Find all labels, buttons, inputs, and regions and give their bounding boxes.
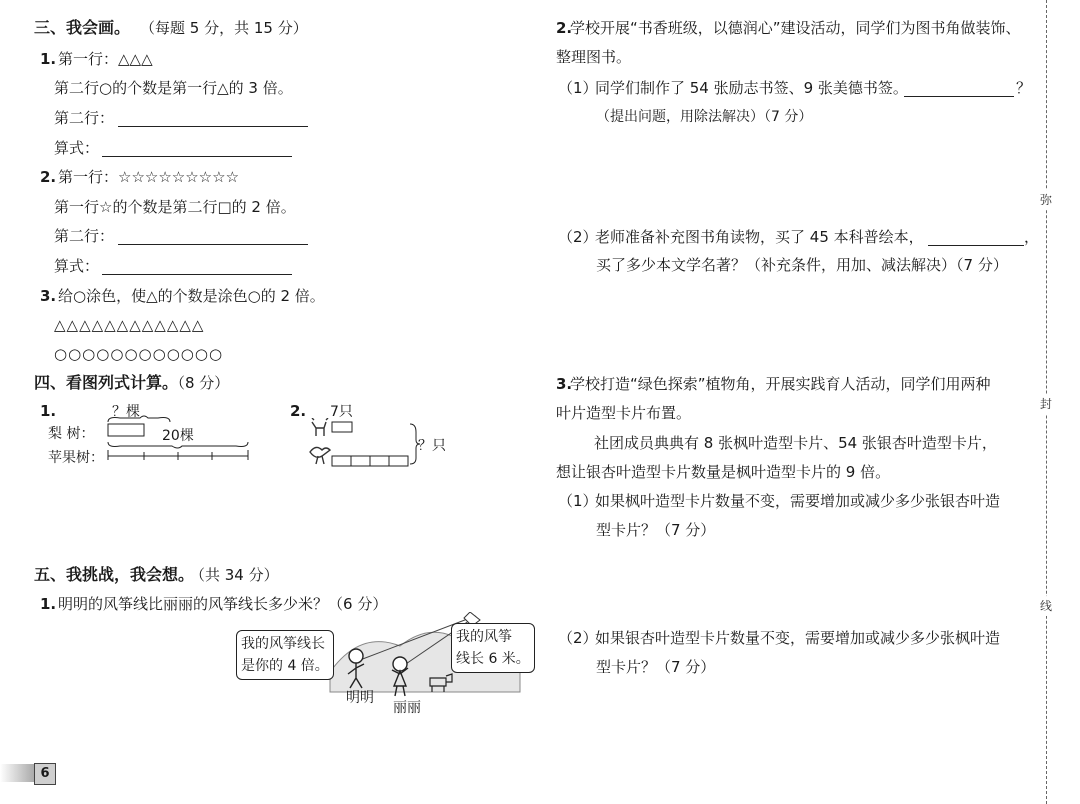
s3-q2-row2-answer-line[interactable] (118, 244, 308, 245)
s3-q1-rule: 第二行○的个数是第一行△的 3 倍。 (54, 79, 293, 97)
s4-q2-top-label: 7只 (330, 404, 353, 420)
s3-q2-row2-label: 第二行： (54, 227, 115, 245)
r-q3-para-2: 想让银杏叶造型卡片数量是枫叶造型卡片的 9 倍。 (556, 463, 891, 481)
r-q3-p1-number: （1） (558, 492, 598, 510)
r-q3-p1-text: 如果枫叶造型卡片数量不变，需要增加或减少多少张银杏叶造 (595, 492, 1001, 510)
s4-q1-number: 1. (40, 402, 57, 420)
s4-q1-row1-label: 梨 树： (48, 426, 95, 442)
r-q3-p2-line2: 型卡片？（7 分） (596, 658, 716, 676)
r-q2-p2-line2: 买了多少本文学名著？（补充条件，用加、减法解决）（7 分） (596, 256, 1008, 274)
speech-bubble-lili (451, 623, 535, 673)
r-q3-intro-2: 叶片造型卡片布置。 (556, 404, 692, 422)
s4-q1-top-label: ？棵 (112, 404, 140, 420)
r-q2-number: 2. (556, 19, 573, 37)
s5-q1-text: 明明的风筝线比丽丽的风筝线长多少米？（6 分） (58, 595, 388, 613)
section5-score: （共 34 分） (190, 566, 279, 584)
bottom-brace (108, 442, 248, 448)
s4-q2-bar-diagram (306, 418, 426, 468)
r-q2-p1-hint: （提出问题，用除法解决）（7 分） (596, 109, 813, 125)
r-q2-p1-end: ？ (1016, 79, 1032, 97)
s3-q2-formula-label: 算式： (54, 257, 100, 275)
page-number-bar (0, 764, 34, 782)
r-q3-para-1: 社团成员典典有 8 张枫叶造型卡片、54 张银杏叶造型卡片， (594, 434, 997, 452)
r-q3-p2-number: （2） (558, 629, 598, 647)
s4-q2-right-label: ？只 (418, 438, 446, 454)
section4-title: 四、看图列式计算。 (34, 373, 179, 392)
s4-q1-mid-label: 20棵 (162, 428, 194, 444)
s3-q2-rule: 第一行☆的个数是第二行□的 2 倍。 (54, 198, 296, 216)
section3-score: （每题 5 分，共 15 分） (140, 19, 308, 37)
r-q3-p1-line2: 型卡片？（7 分） (596, 521, 716, 539)
page-number: 6 (34, 763, 56, 785)
s3-q1-row2-answer-line[interactable] (118, 126, 308, 127)
s3-q1-number: 1. (40, 50, 57, 68)
r-q3-number: 3. (556, 375, 573, 393)
bubble-mingming-line1: 我的风筝线长 (241, 636, 325, 652)
r-q2-p2-end: ， (1024, 228, 1040, 246)
s3-q3-number: 3. (40, 287, 57, 305)
binding-char-1: 弥 (1036, 190, 1056, 210)
section4-score: （8 分） (170, 374, 230, 392)
s3-q3-text: 给○涂色，使△的个数是涂色○的 2 倍。 (58, 287, 325, 305)
r-q3-p2-text: 如果银杏叶造型卡片数量不变，需要增加或减少多少张枫叶造 (595, 629, 1001, 647)
r-q2-p1-number: （1） (558, 79, 598, 97)
name-mingming: 明明 (346, 690, 374, 706)
s3-q3-triangles: △△△△△△△△△△△△ (54, 316, 205, 334)
s3-q2-row1: 第一行：☆☆☆☆☆☆☆☆☆ (58, 168, 240, 186)
section3-title: 三、我会画。 (34, 18, 131, 37)
s3-q1-formula-label: 算式： (54, 139, 100, 157)
name-lili: 丽丽 (393, 700, 421, 716)
r-q2-p2-number: （2） (558, 228, 598, 246)
deer-icon (312, 418, 328, 436)
s4-q2-number: 2. (290, 402, 307, 420)
top-brace (108, 416, 170, 422)
r-q2-p1-text: 同学们制作了 54 张励志书签、9 张美德书签。 (595, 79, 908, 97)
s3-q2-formula-answer-line[interactable] (102, 274, 292, 275)
bird-icon (310, 447, 330, 464)
s3-q3-circles[interactable]: ○○○○○○○○○○○○ (54, 345, 224, 363)
s3-q2-number: 2. (40, 168, 57, 186)
pear-tree-bar (108, 424, 144, 436)
binding-char-2: 封 (1036, 394, 1056, 414)
section5-title: 五、我挑战，我会想。 (34, 565, 195, 584)
s4-q1-bar-diagram (100, 414, 260, 466)
r-q2-intro-2: 整理图书。 (556, 48, 632, 66)
s3-q1-row1: 第一行：△△△ (58, 50, 153, 68)
r-q3-intro-1: 学校打造“绿色探索”植物角，开展实践育人活动，同学们用两种 (570, 375, 991, 393)
r-q2-p2-answer-line[interactable] (928, 245, 1024, 246)
s3-q1-row2-label: 第二行： (54, 109, 115, 127)
bubble-mingming-line2: 是你的 4 倍。 (241, 658, 329, 674)
r-q2-intro-1: 学校开展“书香班级，以德润心”建设活动，同学们为图书角做装饰、 (570, 19, 1021, 37)
speech-bubble-mingming (236, 630, 334, 680)
binding-char-3: 线 (1036, 596, 1056, 616)
s5-q1-number: 1. (40, 595, 57, 613)
s4-q1-row2-label: 苹果树： (48, 450, 104, 466)
deer-bar (332, 422, 352, 432)
r-q2-p2-text: 老师准备补充图书角读物，买了 45 本科普绘本， (595, 228, 924, 246)
bubble-lili-line1: 我的风筝 (456, 629, 512, 645)
s3-q1-formula-answer-line[interactable] (102, 156, 292, 157)
r-q2-p1-answer-line[interactable] (904, 96, 1014, 97)
bubble-lili-line2: 线长 6 米。 (456, 651, 530, 667)
